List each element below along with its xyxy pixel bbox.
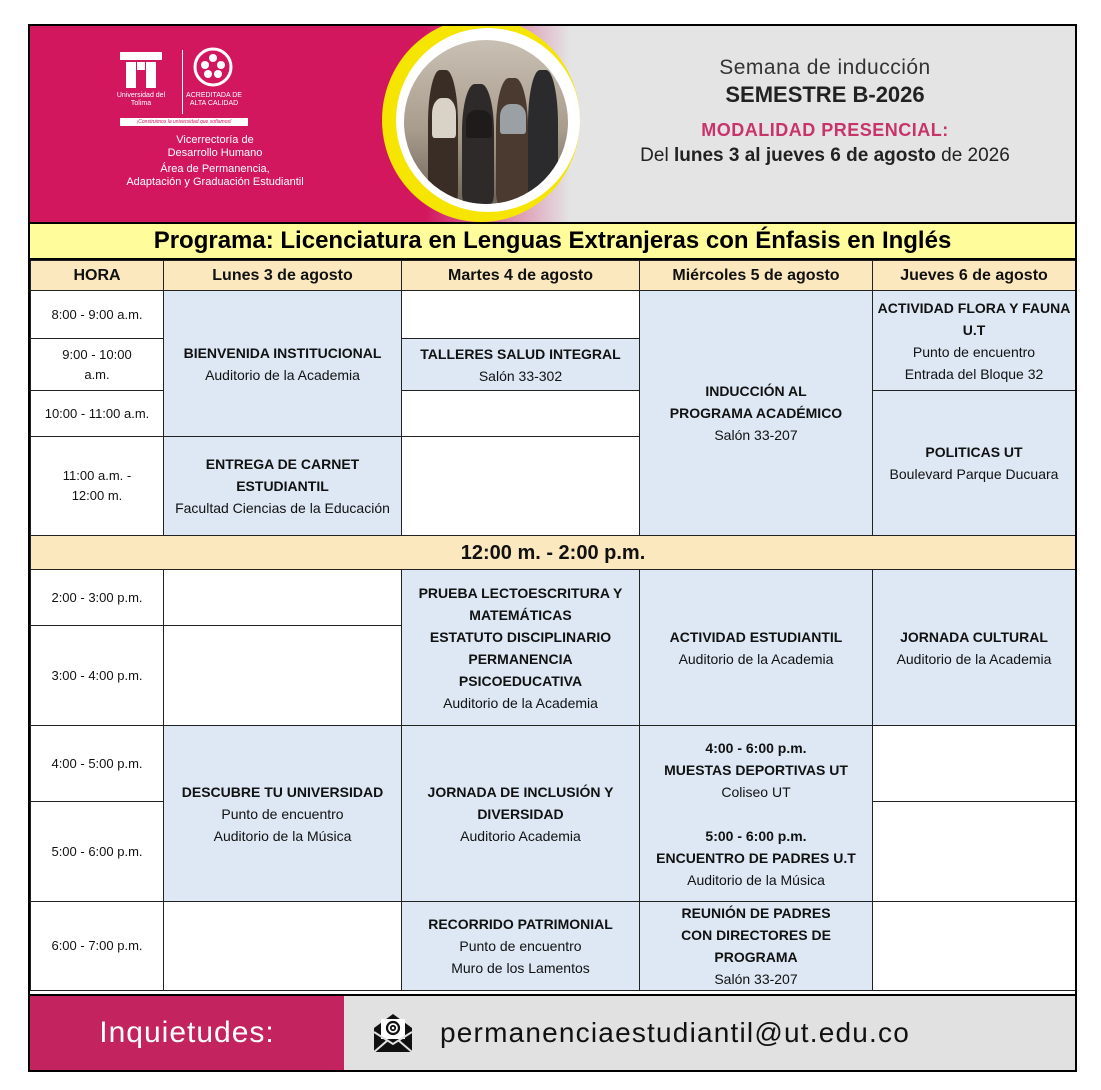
event-place: Punto de encuentro bbox=[912, 343, 1036, 360]
time-cell bbox=[31, 339, 164, 391]
inquiries-label: Inquietudes: bbox=[30, 996, 344, 1072]
event-title: MUESTAS DEPORTIVAS UT bbox=[664, 761, 848, 778]
event-place: Punto de encuentro bbox=[459, 938, 582, 954]
event-talleres bbox=[402, 339, 640, 391]
event-reunion-padres bbox=[640, 902, 873, 991]
event-place: Auditorio de la Academia bbox=[896, 650, 1052, 667]
table-row bbox=[31, 902, 1076, 991]
event-title: TALLERES SALUD INTEGRAL bbox=[420, 345, 621, 362]
lunch-break: 12:00 m. - 2:00 p.m. bbox=[31, 536, 1076, 570]
event-politicas bbox=[873, 391, 1076, 536]
event-title: ENCUENTRO DE PADRES U.T bbox=[656, 849, 856, 866]
event-time: 4:00 - 6:00 p.m. bbox=[705, 739, 807, 756]
contact-email-link[interactable]: permanenciaestudiantil@ut.edu.co bbox=[440, 1017, 910, 1048]
table-header-row bbox=[31, 261, 1076, 291]
accreditation-logo bbox=[192, 46, 234, 93]
event-place: Salón 33-302 bbox=[478, 367, 563, 384]
event-place: Salón 33-207 bbox=[714, 427, 798, 443]
header-banner bbox=[30, 26, 1075, 222]
event-heading bbox=[590, 56, 1060, 167]
event-subtitle: Semana de inducción bbox=[719, 56, 931, 79]
event-title: PERMANENCIA PSICOEDUCATIVA bbox=[458, 650, 583, 689]
event-place: Punto de encuentro bbox=[221, 805, 344, 822]
event-place: Facultad Ciencias de la Educación bbox=[175, 500, 390, 516]
event-place: Auditorio de la Música bbox=[687, 871, 825, 888]
column-header-thursday: Jueves 6 de agosto bbox=[873, 261, 1076, 291]
time-cell: 4:00 - 5:00 p.m. bbox=[31, 726, 164, 802]
modality-label: MODALIDAD PRESENCIAL: bbox=[701, 120, 949, 140]
event-place: Salón 33-207 bbox=[714, 971, 798, 987]
event-title: ENTREGA DE CARNET ESTUDIANTIL bbox=[205, 456, 360, 494]
poster bbox=[28, 24, 1077, 1072]
event-recorrido bbox=[402, 902, 640, 991]
schedule-table-wrapper bbox=[30, 260, 1075, 991]
event-jornada-cultural bbox=[873, 570, 1076, 726]
event-descubre bbox=[164, 726, 402, 902]
event-title: ACTIVIDAD FLORA Y FAUNA U.T bbox=[877, 299, 1071, 338]
event-time: 5:00 - 6:00 p.m. bbox=[705, 827, 807, 844]
empty-cell bbox=[873, 802, 1076, 902]
event-title: JORNADA DE INCLUSIÓN Y DIVERSIDAD bbox=[427, 783, 614, 822]
schedule-table bbox=[30, 260, 1076, 991]
empty-cell bbox=[873, 726, 1076, 802]
empty-cell bbox=[402, 291, 640, 339]
empty-cell bbox=[402, 437, 640, 536]
event-place: Auditorio de la Academia bbox=[678, 650, 834, 667]
table-row bbox=[31, 726, 1076, 802]
event-place: Auditorio de la Academia bbox=[205, 366, 360, 383]
event-inclusion bbox=[402, 726, 640, 902]
column-header-tuesday: Martes 4 de agosto bbox=[402, 261, 640, 291]
table-row bbox=[31, 291, 1076, 339]
event-prueba bbox=[402, 570, 640, 726]
vicerrectoria-line2: Desarrollo Humano bbox=[167, 147, 263, 159]
time-cell: 6:00 - 7:00 p.m. bbox=[31, 902, 164, 991]
program-title: Programa: Licenciatura en Lenguas Extranjeras con Énfasis en Inglés bbox=[30, 222, 1075, 260]
time-cell: 3:00 - 4:00 p.m. bbox=[31, 626, 164, 726]
dates-prefix: Del bbox=[640, 145, 674, 166]
event-title: ESTATUTO DISCIPLINARIO bbox=[429, 628, 612, 645]
empty-cell bbox=[402, 391, 640, 437]
column-header-monday: Lunes 3 de agosto bbox=[164, 261, 402, 291]
slogan: ¡Construimos la universidad que soñamos! bbox=[120, 118, 248, 126]
area-line1: Área de Permanencia, bbox=[160, 163, 270, 175]
time-cell bbox=[31, 437, 164, 536]
event-title: REUNIÓN DE PADRES CON DIRECTORES DE PROGRAMA bbox=[681, 905, 831, 965]
time-cell: 2:00 - 3:00 p.m. bbox=[31, 570, 164, 626]
contact-footer bbox=[30, 994, 1075, 1070]
students-photo bbox=[404, 40, 568, 204]
logo-divider bbox=[182, 50, 183, 114]
area-line2: Adaptación y Graduación Estudiantil bbox=[126, 176, 304, 188]
event-title: JORNADA CULTURAL bbox=[900, 628, 1048, 645]
vicerrectoria-line1: Vicerrectoría de bbox=[176, 134, 254, 146]
event-induccion bbox=[640, 291, 873, 536]
event-place: Auditorio de la Música bbox=[213, 827, 352, 844]
event-place: Muro de los Lamentos bbox=[451, 960, 590, 976]
event-title: RECORRIDO PATRIMONIAL bbox=[428, 916, 613, 932]
event-deportivas-padres bbox=[640, 726, 873, 902]
event-place: Entrada del Bloque 32 bbox=[904, 365, 1044, 382]
event-title: DESCUBRE TU UNIVERSIDAD bbox=[181, 783, 384, 800]
table-row bbox=[31, 570, 1076, 626]
event-title: PRUEBA LECTOESCRITURA Y MATEMÁTICAS bbox=[418, 584, 623, 623]
column-header-wednesday: Miércoles 5 de agosto bbox=[640, 261, 873, 291]
contact-panel bbox=[344, 996, 1075, 1072]
time-cell: 8:00 - 9:00 a.m. bbox=[31, 291, 164, 339]
event-place: Auditorio Academia bbox=[460, 827, 581, 844]
event-title: ACTIVIDAD ESTUDIANTIL bbox=[669, 628, 843, 645]
event-dates bbox=[590, 145, 1060, 167]
event-title: POLITICAS UT bbox=[925, 444, 1023, 460]
time-cell: 10:00 - 11:00 a.m. bbox=[31, 391, 164, 437]
empty-cell bbox=[873, 902, 1076, 991]
dates-suffix: de 2026 bbox=[935, 145, 1010, 166]
event-title: INDUCCIÓN AL PROGRAMA ACADÉMICO bbox=[669, 383, 843, 421]
lunch-row bbox=[31, 536, 1076, 570]
empty-cell bbox=[164, 570, 402, 626]
column-header-hour: HORA bbox=[31, 261, 164, 291]
event-place: Boulevard Parque Ducuara bbox=[889, 466, 1059, 482]
event-carnet bbox=[164, 437, 402, 536]
mail-at-icon bbox=[370, 1010, 416, 1061]
event-place: Auditorio de la Academia bbox=[443, 694, 598, 711]
event-title: BIENVENIDA INSTITUCIONAL bbox=[183, 344, 382, 361]
empty-cell bbox=[164, 626, 402, 726]
dates-range: lunes 3 al jueves 6 de agosto bbox=[673, 145, 936, 166]
university-name: Universidad del Tolima bbox=[116, 92, 166, 107]
empty-cell bbox=[164, 902, 402, 991]
event-actividad-estudiantil bbox=[640, 570, 873, 726]
time-label: 11:00 a.m. - 12:00 m. bbox=[62, 468, 132, 503]
time-cell: 5:00 - 6:00 p.m. bbox=[31, 802, 164, 902]
event-flora-fauna bbox=[873, 291, 1076, 391]
semester-title: SEMESTRE B-2026 bbox=[725, 82, 925, 107]
university-logo bbox=[118, 50, 164, 95]
department-text bbox=[70, 134, 360, 189]
event-place: Coliseo UT bbox=[721, 783, 791, 800]
event-bienvenida bbox=[164, 291, 402, 437]
accreditation-label: ACREDITADA DE ALTA CALIDAD bbox=[186, 92, 242, 107]
time-label: 9:00 - 10:00 a.m. bbox=[62, 346, 132, 382]
